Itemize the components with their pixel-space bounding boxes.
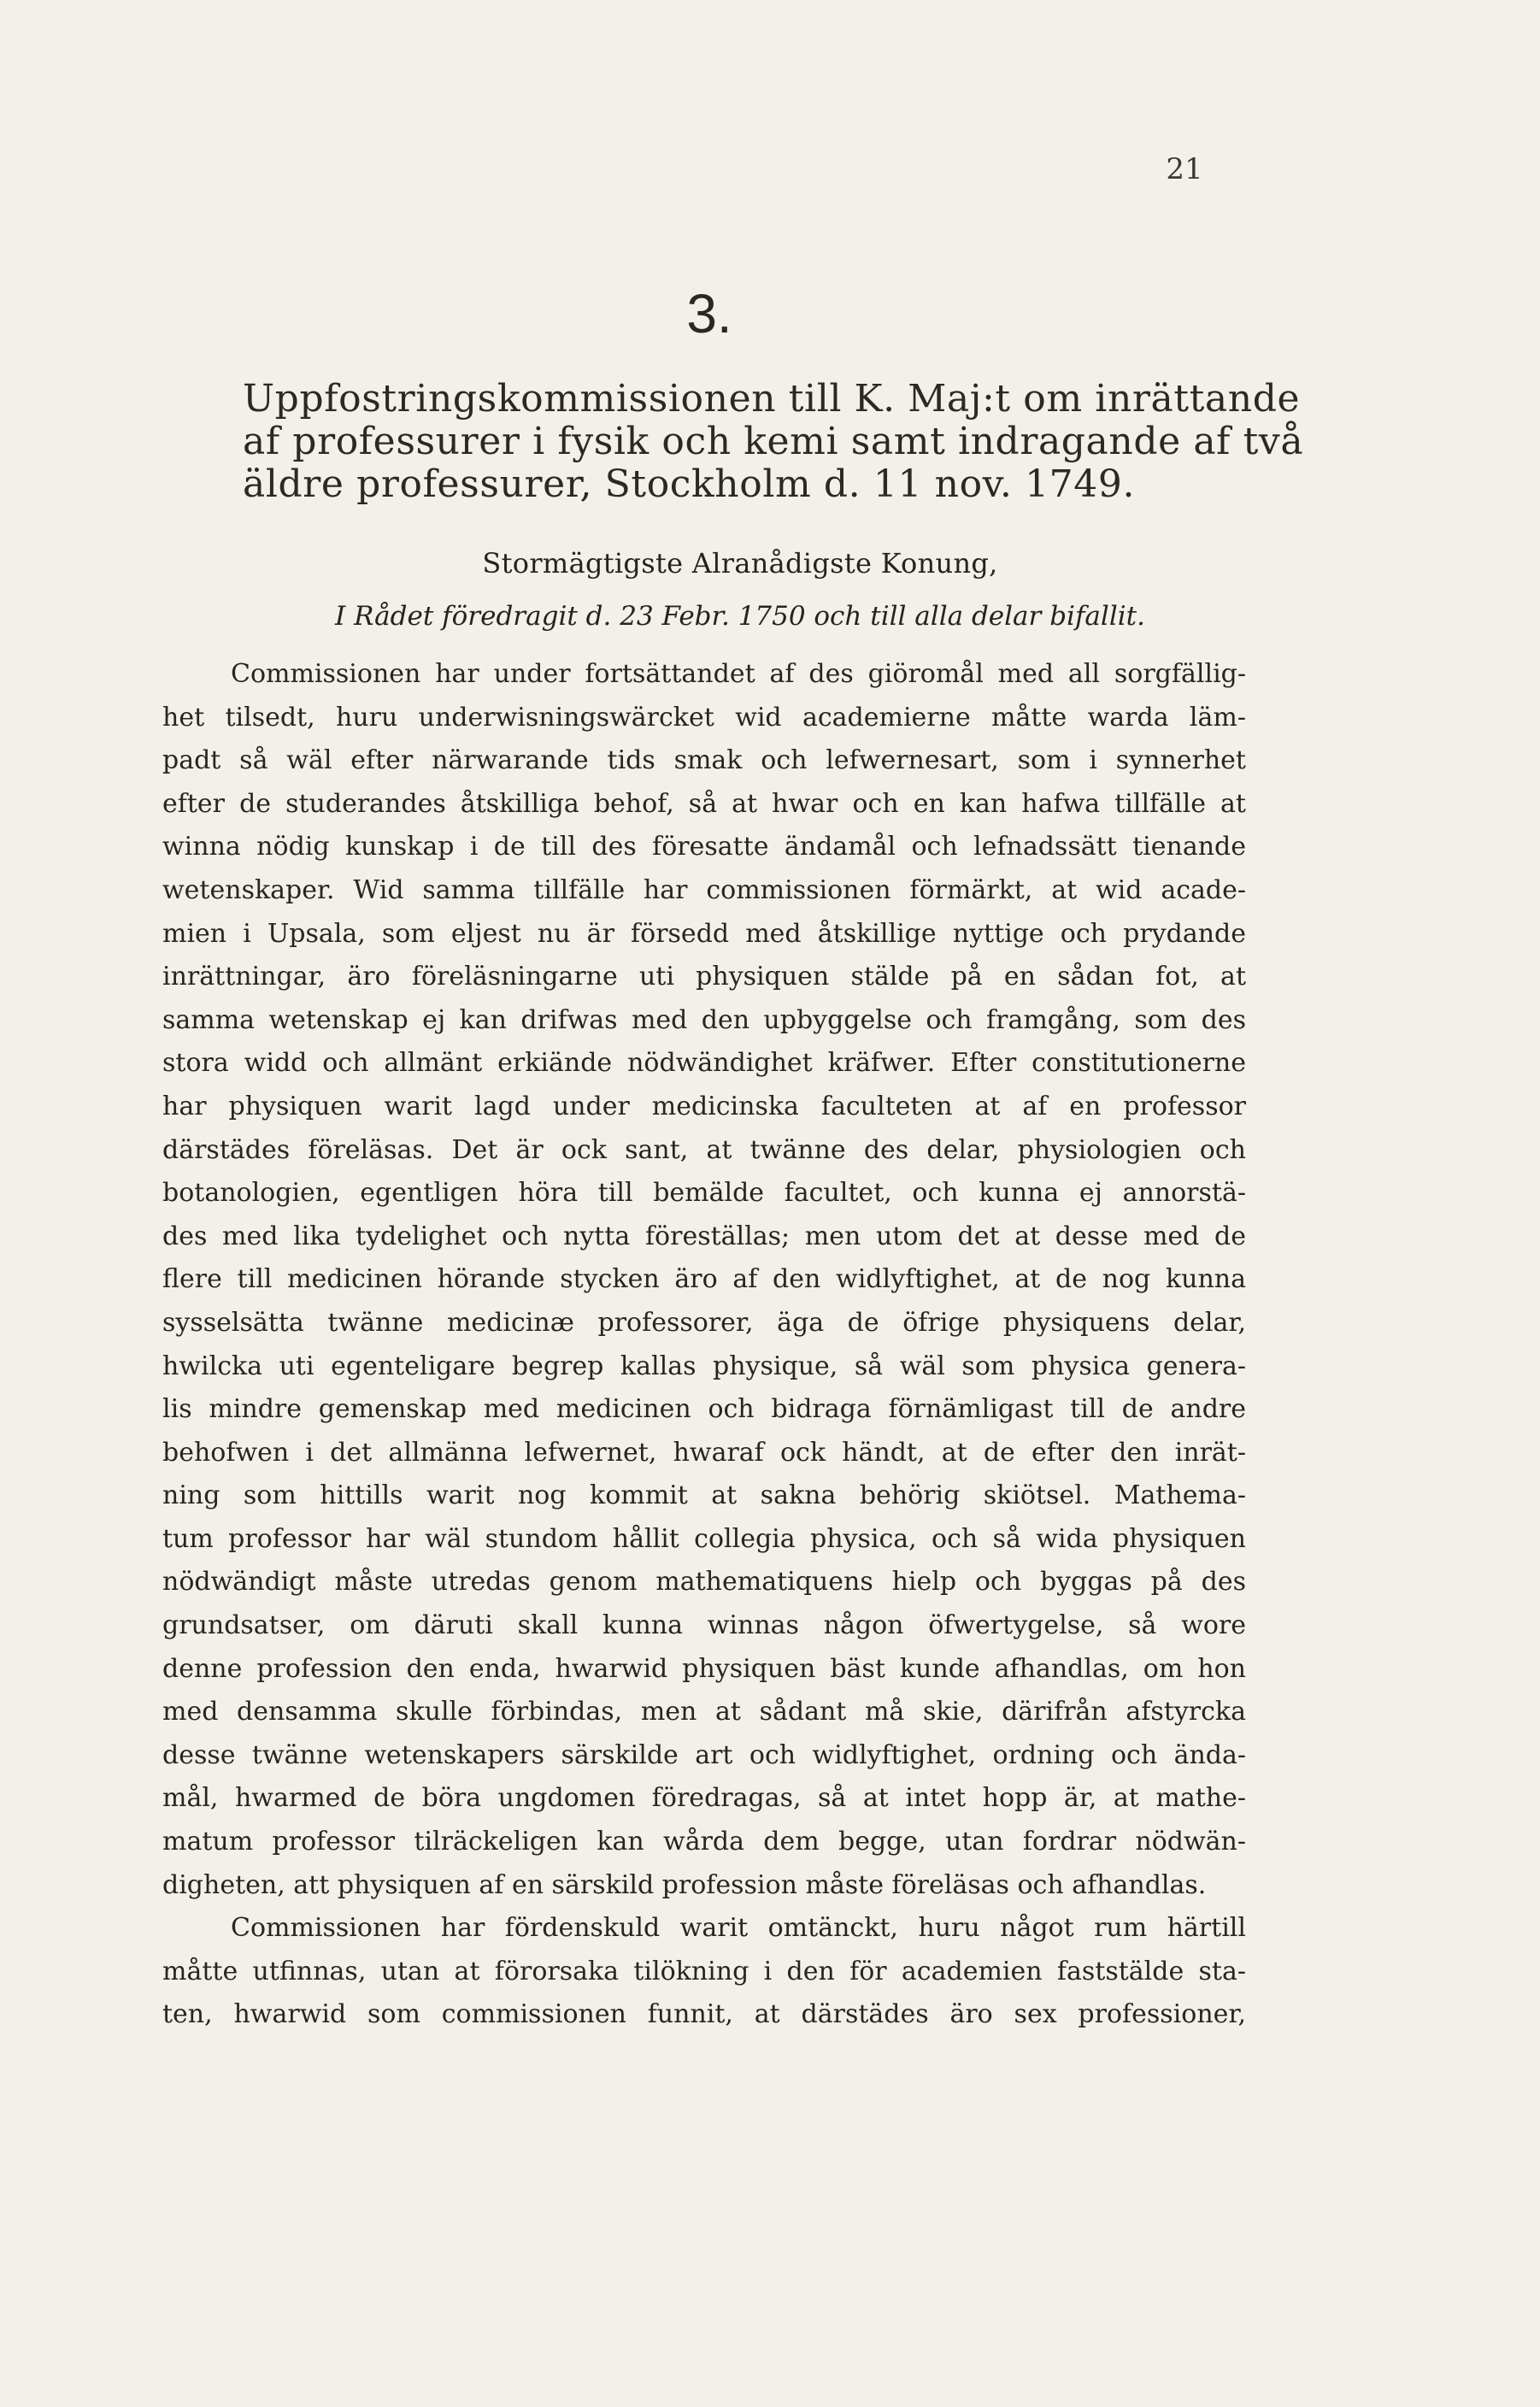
body-line: Commissionen har under fortsättandet af des giöromål med all sorgfällig- — [231, 659, 1246, 689]
body-line: efter de studerandes åtskilliga behof, så at hwar och en kan hafwa tillfälle at — [162, 788, 1246, 819]
body-line: hwilcka uti egenteligare begrep kallas physique, så wäl som physica genera- — [162, 1351, 1246, 1381]
salutation: Stormägtigste Alranådigste Konung, — [482, 547, 998, 580]
body-line: het tilsedt, huru underwisningswärcket wid academierne måtte warda läm- — [162, 702, 1246, 733]
body-line: har physiquen warit lagd under medicinska faculteten at af en professor — [162, 1091, 1246, 1121]
heading-line: af professurer i fysik och kemi samt indragande af två — [243, 420, 1304, 463]
body-line: tum professor har wäl stundom hållit collegia physica, och så wida physiquen — [162, 1523, 1246, 1554]
body-line: denne profession den enda, hwarwid physiquen bäst kunde afhandlas, om hon — [162, 1653, 1246, 1684]
body-line: wetenskaper. Wid samma tillfälle har commissionen förmärkt, at wid acade- — [162, 874, 1246, 905]
body-line: sysselsätta twänne medicinæ professorer, äga de öfrige physiquens delar, — [162, 1307, 1246, 1338]
body-line: ten, hwarwid som commissionen funnit, at därstädes äro sex professioner, — [162, 1999, 1246, 2030]
body-line: Commissionen har fördenskuld warit omtänckt, huru något rum härtill — [231, 1913, 1246, 1944]
approval-note: I Rådet föredragit d. 23 Febr. 1750 och till alla delar bifallit. — [335, 601, 1145, 632]
body-line: med densamma skulle förbindas, men at sådant må skie, därifrån afstyrcka — [162, 1697, 1246, 1727]
body-line: ning som hittills warit nog kommit at sakna behörig skiötsel. Mathema- — [162, 1480, 1246, 1511]
document-heading — [243, 377, 1304, 506]
page-number: 21 — [1166, 152, 1203, 186]
body-line: matum professor tilräckeligen kan wårda dem begge, utan fordrar nödwän- — [162, 1827, 1246, 1857]
body-line: nödwändigt måste utredas genom mathematiquens hielp och byggas på des — [162, 1567, 1246, 1598]
body-line: desse twänne wetenskapers särskilde art och widlyftighet, ordning och ända- — [162, 1739, 1246, 1770]
body-line: inrättningar, äro föreläsningarne uti physiquen stälde på en sådan fot, at — [162, 962, 1246, 992]
body-line: winna nödig kunskap i de till des föresatte ändamål och lefnadssätt tienande — [162, 832, 1246, 862]
heading-line: äldre professurer, Stockholm d. 11 nov. 1749. — [243, 462, 1136, 506]
heading-line: Uppfostringskommissionen till K. Maj:t om inrättande — [243, 377, 1301, 421]
body-line: stora widd och allmänt erkiände nödwändighet kräfwer. Efter constitutionerne — [162, 1048, 1246, 1079]
body-line: behofwen i det allmänna lefwernet, hwaraf ock händt, at de efter den inrät- — [162, 1437, 1246, 1468]
body-line: flere till medicinen hörande stycken äro af den widlyftighet, at de nog kunna — [162, 1264, 1246, 1295]
body-text — [162, 653, 1246, 2037]
body-line: mål, hwarmed de böra ungdomen föredragas, så at intet hopp är, at mathe- — [162, 1783, 1246, 1814]
body-line: botanologien, egentligen höra till bemälde facultet, och kunna ej annorstä- — [162, 1178, 1246, 1209]
body-line: des med lika tydelighet och nytta föreställas; men utom det at desse med de — [162, 1221, 1246, 1251]
body-line: padt så wäl efter närwarande tids smak och lefwernesart, som i synnerhet — [162, 745, 1246, 776]
body-line: därstädes föreläsas. Det är ock sant, at twänne des delar, physiologien och — [162, 1134, 1246, 1165]
body-line: grundsatser, om däruti skall kunna winnas någon öfwertygelse, så wore — [162, 1610, 1246, 1641]
body-line: samma wetenskap ej kan drifwas med den upbyggelse och framgång, som des — [162, 1004, 1246, 1035]
body-line: lis mindre gemenskap med medicinen och bidraga förnämligast till de andre — [162, 1394, 1246, 1425]
body-line: digheten, att physiquen af en särskild profession måste föreläsas och afhandlas. — [162, 1869, 1207, 1900]
section-number: 3. — [686, 283, 732, 344]
body-line: mien i Upsala, som eljest nu är försedd med åtskillige nyttige och prydande — [162, 918, 1246, 949]
body-line: måtte utfinnas, utan at förorsaka tilökning i den för academien faststälde sta- — [162, 1956, 1246, 1986]
